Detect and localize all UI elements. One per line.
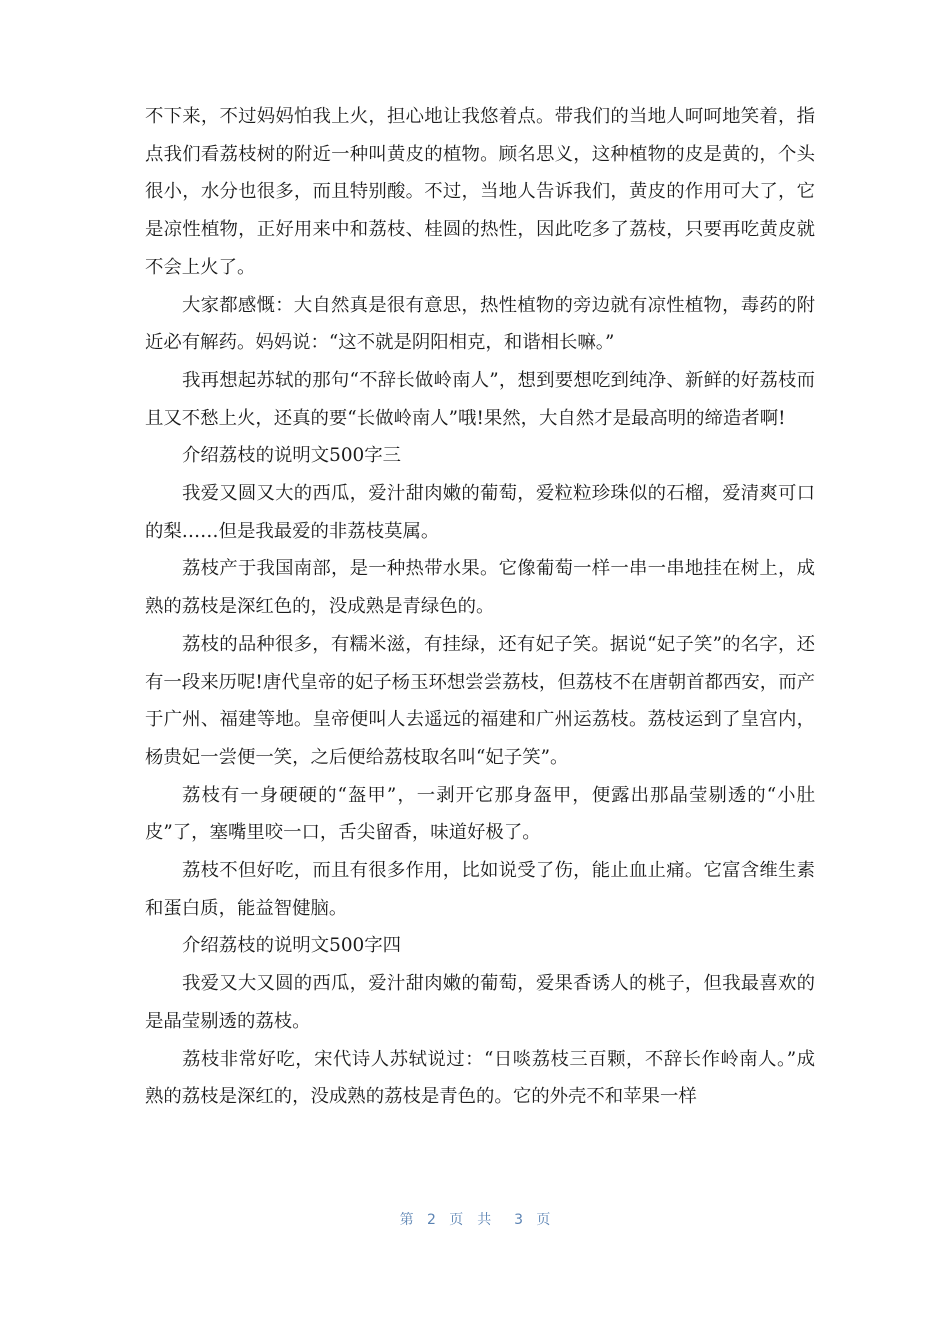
footer-middle: 页共 xyxy=(449,1212,506,1228)
footer-suffix: 页 xyxy=(536,1212,551,1228)
section-heading: 介绍荔枝的说明文500字四 xyxy=(182,935,402,957)
section-heading: 介绍荔枝的说明文500字三 xyxy=(182,445,402,467)
page-footer xyxy=(0,1209,950,1229)
paragraph: 荔枝的品种很多，有糯米滋，有挂绿，还有妃子笑。据说“妃子笑”的名字，还有一段来历呢!唐代皇帝的妃子杨玉环想尝尝荔枝，但荔枝不在唐朝首都西安，而产于广州、福建等地。皇帝便叫人去遥远的福建和广州运荔枝。荔枝运到了皇宫内，杨贵妃一尝便一笑，之后便给荔枝取名叫“妃子笑”。 xyxy=(145,633,815,768)
paragraph: 我爱又大又圆的西瓜，爱汁甜肉嫩的葡萄，爱果香诱人的桃子，但我最喜欢的是晶莹剔透的荔枝。 xyxy=(145,973,815,1032)
footer-total-pages: 3 xyxy=(514,1212,524,1228)
paragraph: 荔枝非常好吃，宋代诗人苏轼说过：“日啖荔枝三百颗，不辞长作岭南人。”成熟的荔枝是深红的，没成熟的荔枝是青色的。它的外壳不和苹果一样 xyxy=(145,1048,815,1108)
paragraph: 不下来，不过妈妈怕我上火，担心地让我悠着点。带我们的当地人呵呵地笑着，指点我们看荔枝树的附近一种叫黄皮的植物。顾名思义，这种植物的皮是黄的，个头很小，水分也很多，而且特别酸。不过，当地人告诉我们，黄皮的作用可大了，它是凉性植物，正好用来中和荔枝、桂圆的热性，因此吃多了荔枝，只要再吃黄皮就不会上火了。 xyxy=(145,106,815,278)
paragraph: 荔枝不但好吃，而且有很多作用，比如说受了伤，能止血止痛。它富含维生素和蛋白质，能益智健脑。 xyxy=(145,860,815,919)
footer-current-page: 2 xyxy=(426,1212,436,1228)
paragraph: 荔枝有一身硬硬的“盔甲”，一剥开它那身盔甲，便露出那晶莹剔透的“小肚皮”了，塞嘴里咬一口，舌尖留香，味道好极了。 xyxy=(145,784,815,844)
footer-prefix: 第 xyxy=(399,1212,414,1228)
paragraph: 荔枝产于我国南部，是一种热带水果。它像葡萄一样一串一串地挂在树上，成熟的荔枝是深红色的，没成熟是青绿色的。 xyxy=(145,558,815,618)
body-text xyxy=(145,98,815,1116)
paragraph: 我再想起苏轼的那句“不辞长做岭南人”，想到要想吃到纯净、新鲜的好荔枝而且又不愁上火，还真的要“长做岭南人”哦!果然，大自然才是最高明的缔造者啊! xyxy=(145,369,815,429)
paragraph: 我爱又圆又大的西瓜，爱汁甜肉嫩的葡萄，爱粒粒珍珠似的石榴，爱清爽可口的梨……但是我最爱的非荔枝莫属。 xyxy=(145,483,815,542)
paragraph: 大家都感慨：大自然真是很有意思，热性植物的旁边就有凉性植物，毒药的附近必有解药。妈妈说：“这不就是阴阳相克，和谐相长嘛。” xyxy=(145,294,815,354)
